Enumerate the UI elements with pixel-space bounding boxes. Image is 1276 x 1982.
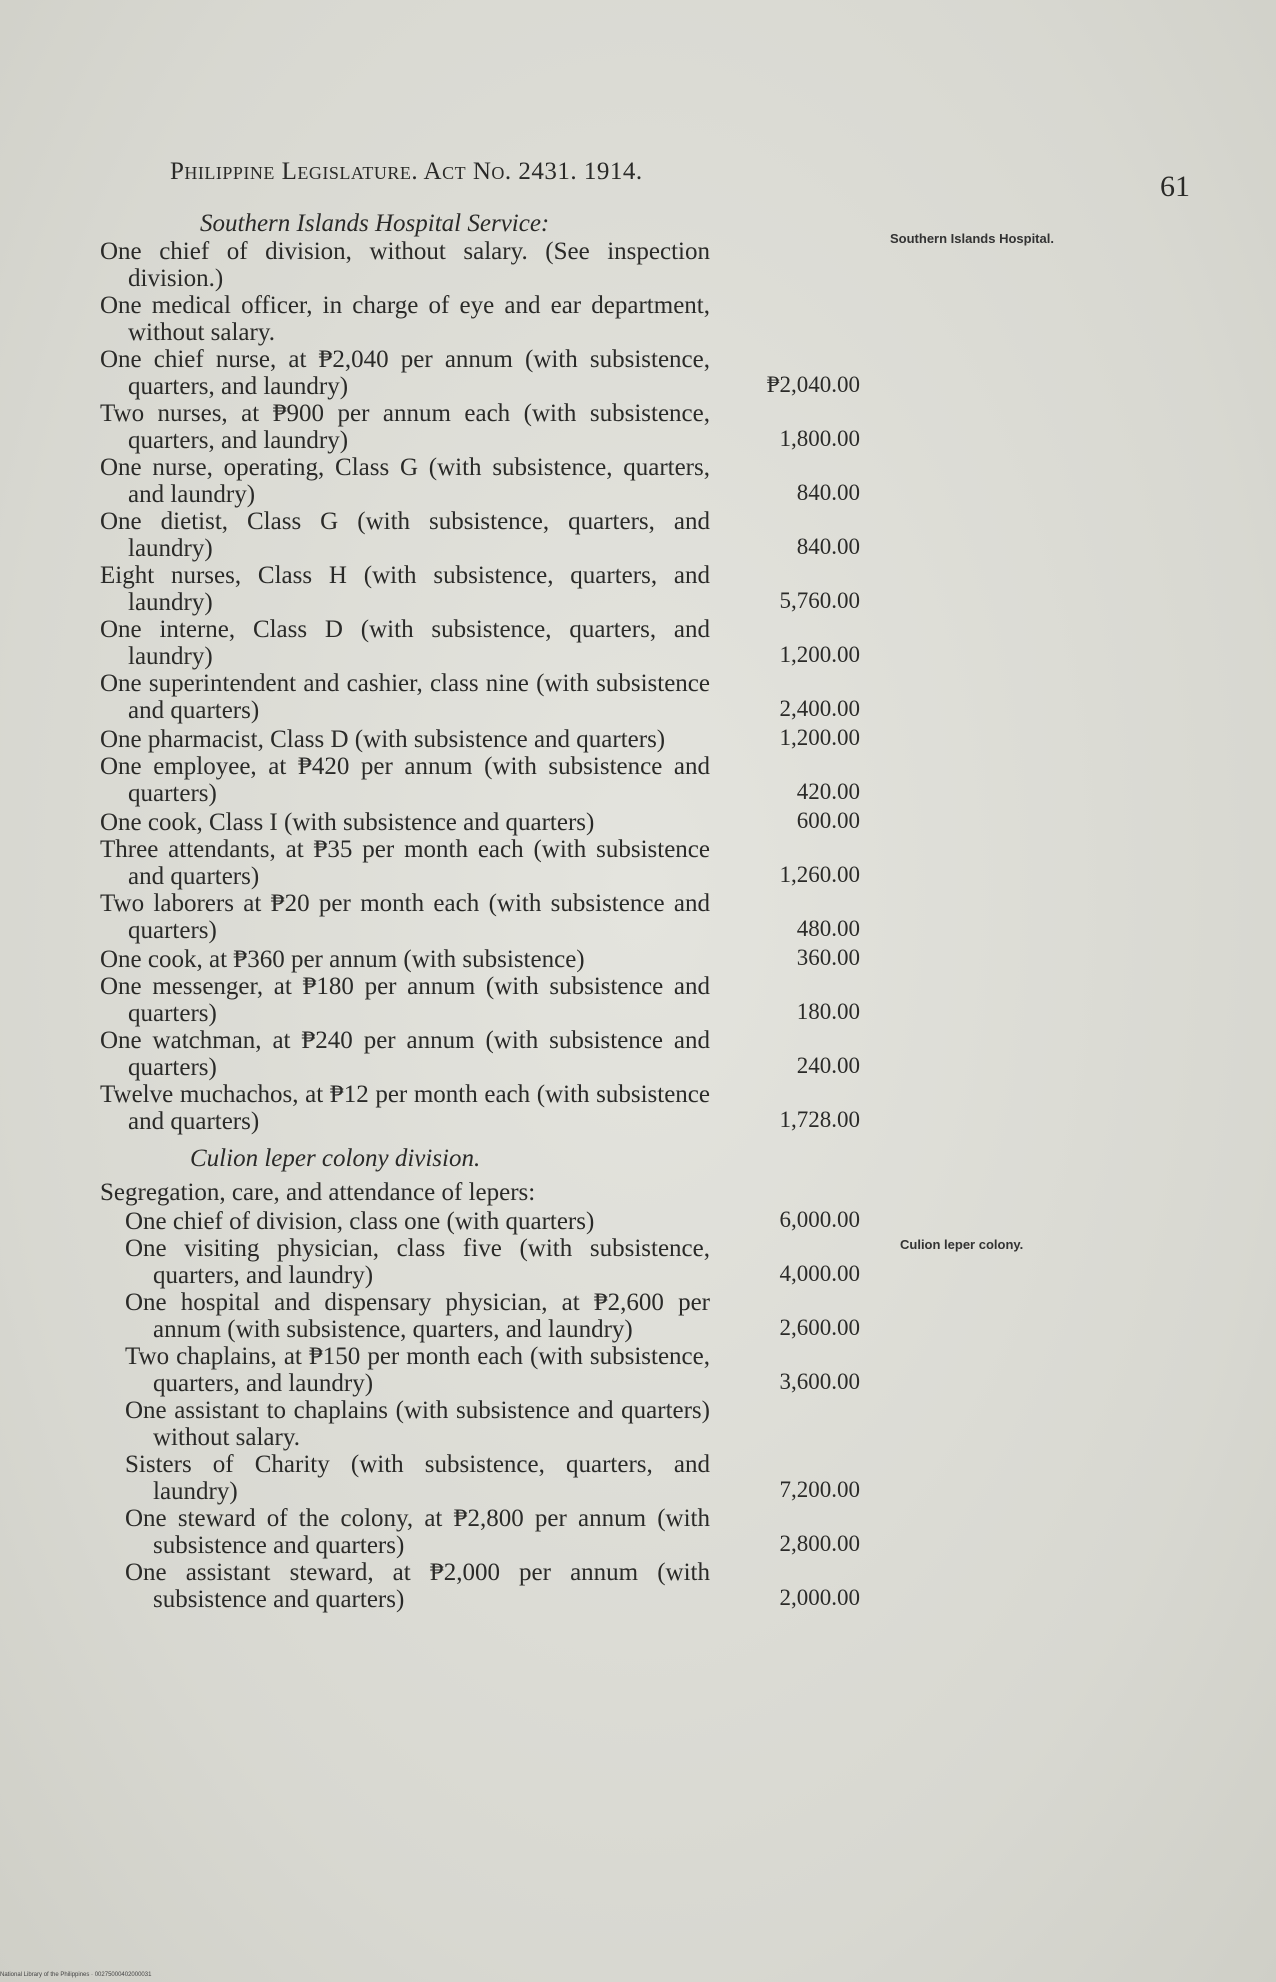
line-item-amount: 1,728.00 [779, 1107, 860, 1132]
line-item-amount: 7,200.00 [779, 1477, 860, 1502]
line-item [100, 807, 860, 836]
line-item-text: One assistant to chaplains (with subsistence and quarters) without salary. [125, 1397, 710, 1451]
line-item-amount: 2,000.00 [779, 1585, 860, 1610]
line-item-text: Eight nurses, Class H (with subsistence, quarters, and laundry) [100, 562, 710, 616]
line-item-text: One chief of division, class one (with quarters) [125, 1208, 595, 1235]
line-item [100, 508, 860, 562]
line-item-amount: 840.00 [796, 534, 860, 559]
line-item [100, 400, 860, 454]
line-item-text: One visiting physician, class five (with subsistence, quarters, and laundry) [125, 1235, 710, 1289]
line-item-text: One chief nurse, at ₱2,040 per annum (with subsistence, quarters, and laundry) [100, 346, 710, 400]
line-item-text: Twelve muchachos, at ₱12 per month each (with subsistence and quarters) [100, 1081, 710, 1135]
line-item-amount: 2,600.00 [779, 1315, 860, 1340]
line-item [100, 238, 860, 292]
line-item-amount: ₱2,040.00 [766, 372, 860, 397]
line-item-amount: 2,800.00 [779, 1531, 860, 1556]
section-title-culion: Culion leper colony division. [190, 1145, 481, 1172]
line-item-text: Two nurses, at ₱900 per annum each (with subsistence, quarters, and laundry) [100, 400, 710, 454]
line-item-text: Three attendants, at ₱35 per month each (with subsistence and quarters) [100, 836, 710, 890]
scan-credit: National Library of the Philippines · 00275000402000031 [0, 1972, 152, 1978]
margin-note-southern: Southern Islands Hospital. [890, 231, 1054, 246]
line-item [100, 616, 860, 670]
line-item-text: One assistant steward, at ₱2,000 per annum (with subsistence and quarters) [125, 1559, 710, 1613]
section-title-southern: Southern Islands Hospital Service: [200, 210, 550, 237]
line-item [100, 890, 860, 944]
line-item [100, 1081, 860, 1135]
line-item-text: One cook, Class I (with subsistence and quarters) [100, 809, 595, 836]
line-item [100, 753, 860, 807]
line-item [100, 562, 860, 616]
line-item-text: One pharmacist, Class D (with subsistence and quarters) [100, 726, 666, 753]
line-item-amount: 1,200.00 [779, 725, 860, 750]
line-item [100, 1289, 860, 1343]
margin-note-culion: Culion leper colony. [900, 1237, 1024, 1252]
line-item-amount: 5,760.00 [779, 588, 860, 613]
line-item [100, 1206, 860, 1235]
culion-items [100, 1206, 860, 1613]
line-item-amount: 480.00 [796, 916, 860, 941]
line-item [100, 346, 860, 400]
line-item-text: One medical officer, in charge of eye and ear department, without salary. [100, 292, 710, 346]
line-item-text: One chief of division, without salary. (See inspection division.) [100, 238, 710, 292]
line-item-text: One watchman, at ₱240 per annum (with subsistence and quarters) [100, 1027, 710, 1081]
line-item [100, 1451, 860, 1505]
line-item-text: One steward of the colony, at ₱2,800 per annum (with subsistence and quarters) [125, 1505, 710, 1559]
appropriation-list [100, 210, 860, 1613]
line-item-amount: 6,000.00 [779, 1207, 860, 1232]
line-item [100, 454, 860, 508]
line-item-text: One messenger, at ₱180 per annum (with subsistence and quarters) [100, 973, 710, 1027]
line-item-amount: 1,200.00 [779, 642, 860, 667]
line-item-amount: 1,800.00 [779, 426, 860, 451]
line-item [100, 836, 860, 890]
line-item-amount: 420.00 [796, 779, 860, 804]
southern-items [100, 238, 860, 1135]
running-header: Philippine Legislature. Act No. 2431. 1914. [170, 158, 643, 185]
line-item-text: Two chaplains, at ₱150 per month each (with subsistence, quarters, and laundry) [125, 1343, 710, 1397]
line-item [100, 1505, 860, 1559]
line-item [100, 1235, 860, 1289]
line-item-amount [730, 290, 860, 292]
line-item-amount [730, 344, 860, 346]
line-item-amount: 840.00 [796, 480, 860, 505]
line-item [100, 944, 860, 973]
line-item-amount: 3,600.00 [779, 1369, 860, 1394]
line-item [100, 1559, 860, 1613]
line-item-amount: 240.00 [796, 1053, 860, 1078]
culion-lead-text: Segregation, care, and attendance of lepers: [100, 1179, 536, 1206]
page-number: 61 [1160, 170, 1190, 203]
line-item-amount [730, 1449, 860, 1451]
line-item-amount: 180.00 [796, 999, 860, 1024]
line-item-text: One employee, at ₱420 per annum (with subsistence and quarters) [100, 753, 710, 807]
line-item [100, 1343, 860, 1397]
line-item-amount: 360.00 [796, 945, 860, 970]
line-item [100, 670, 860, 724]
line-item-text: One superintendent and cashier, class nine (with subsistence and quarters) [100, 670, 710, 724]
line-item-text: Two laborers at ₱20 per month each (with subsistence and quarters) [100, 890, 710, 944]
line-item [100, 292, 860, 346]
line-item [100, 1027, 860, 1081]
line-item-amount: 2,400.00 [779, 696, 860, 721]
line-item-amount: 600.00 [796, 808, 860, 833]
line-item [100, 973, 860, 1027]
line-item-text: One dietist, Class G (with subsistence, quarters, and laundry) [100, 508, 710, 562]
line-item [100, 1397, 860, 1451]
line-item-text: One cook, at ₱360 per annum (with subsistence) [100, 946, 585, 973]
line-item [100, 724, 860, 753]
line-item-amount: 1,260.00 [779, 862, 860, 887]
line-item-text: One hospital and dispensary physician, at ₱2,600 per annum (with subsistence, quarters, and laundry) [125, 1289, 710, 1343]
line-item-amount: 4,000.00 [779, 1261, 860, 1286]
line-item-text: One nurse, operating, Class G (with subsistence, quarters, and laundry) [100, 454, 710, 508]
line-item-text: One interne, Class D (with subsistence, quarters, and laundry) [100, 616, 710, 670]
line-item-text: Sisters of Charity (with subsistence, quarters, and laundry) [125, 1451, 710, 1505]
